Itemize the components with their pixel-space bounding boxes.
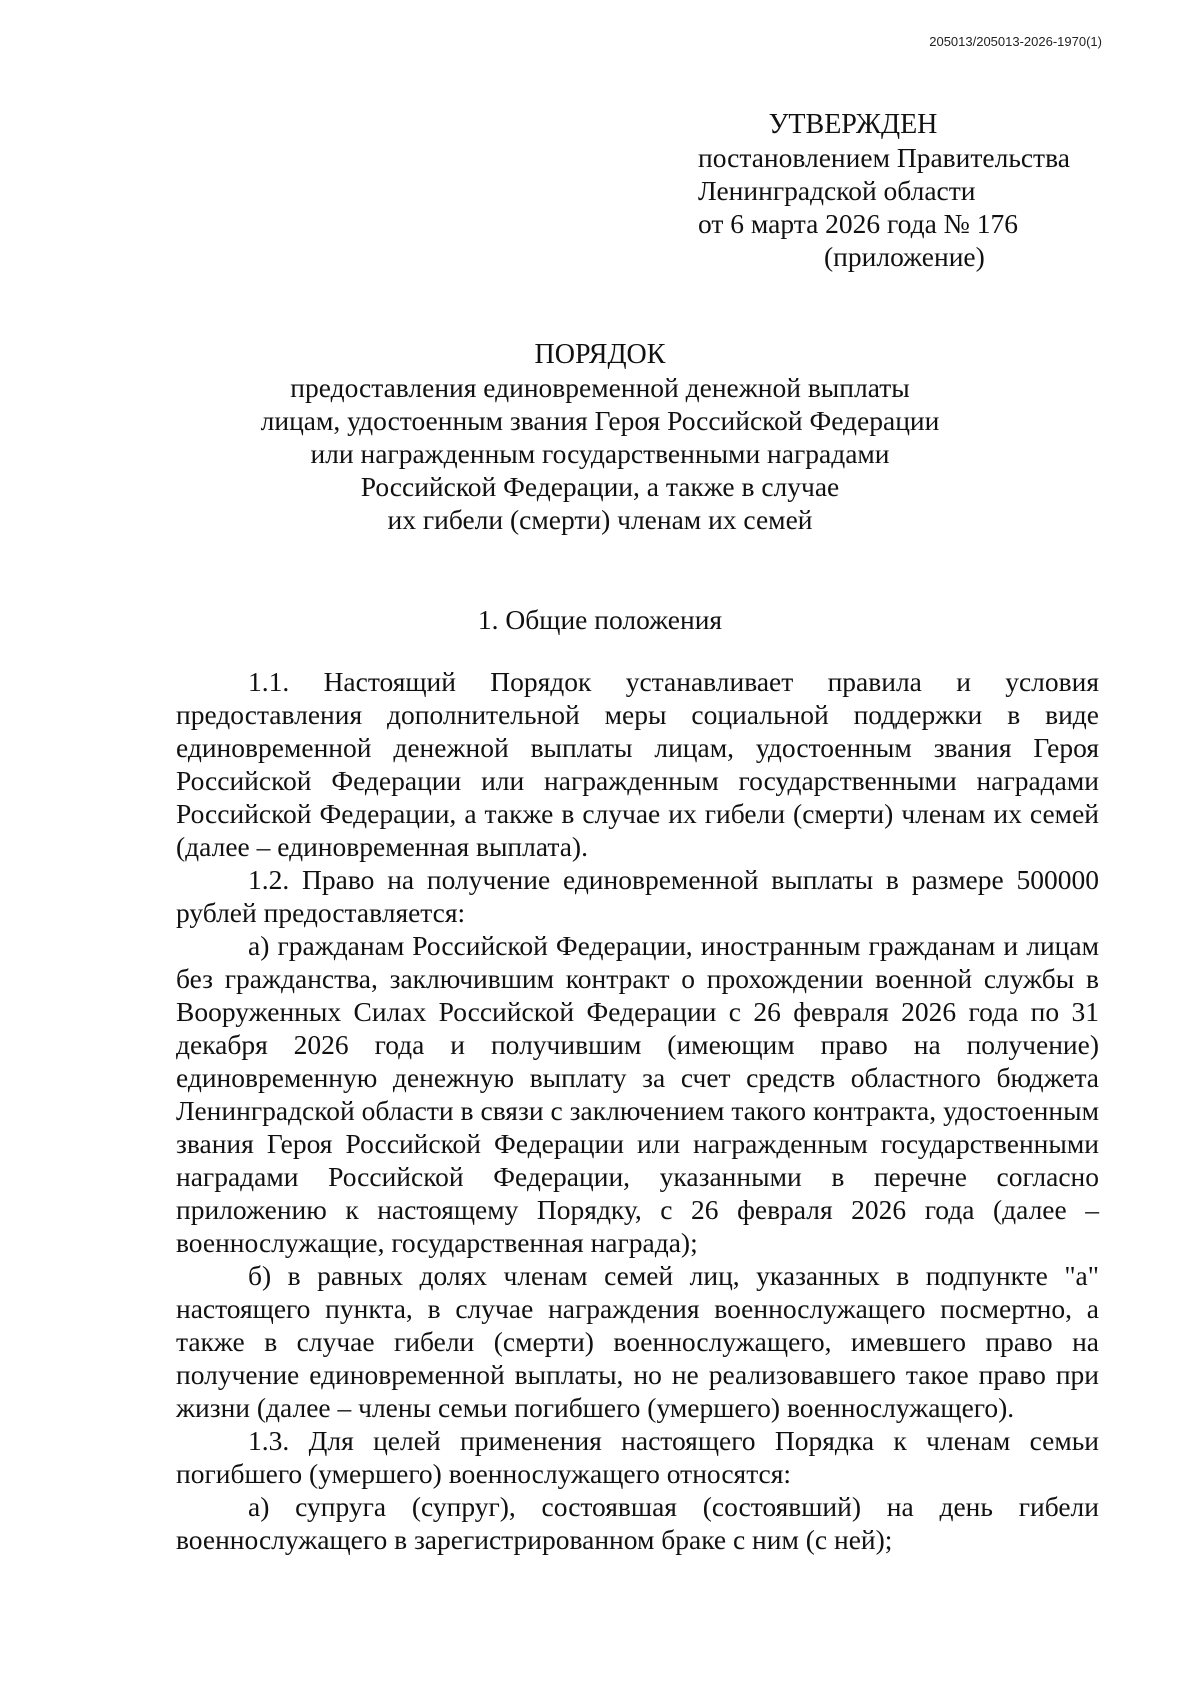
subparagraph-a: а) супруга (супруг), состоявшая (состоявший) на день гибели военнослужащего в зарегистрированном браке с ним (с ней); bbox=[176, 1491, 1099, 1555]
document-heading bbox=[0, 338, 1200, 536]
approval-line-1: постановлением Правительства bbox=[698, 142, 1070, 173]
heading-line: или награжденным государственными наградами bbox=[310, 438, 890, 469]
document-title: ПОРЯДОК bbox=[534, 339, 666, 370]
heading-line: предоставления единовременной денежной выплаты bbox=[290, 372, 910, 403]
approval-appendix: (приложение) bbox=[824, 241, 985, 272]
approval-line-3: от 6 марта 2026 года № 176 bbox=[698, 208, 1019, 239]
subparagraph-a: а) гражданам Российской Федерации, иностранным гражданам и лицам без гражданства, заключившим контракт о прохождении военной службы в Вооруженных Силах Российской Федерации с 26 февраля 2026 года по 31 декабря 2026 года и получившим (имеющим право на получение) единовременную денежную выплату за счет средств областного бюджета Ленинградской области в связи с заключением такого контракта, удостоенным звания Героя Российской Федерации или награжденным государственными наградами Российской Федерации, указанными в перечне согласно приложению к настоящему Порядку, с 26 февраля 2026 года (далее – военнослужащие, государственная награда); bbox=[176, 930, 1099, 1258]
document-body bbox=[176, 665, 1099, 1556]
paragraph-1-2: 1.2. Право на получение единовременной выплаты в размере 500000 рублей предоставляется: bbox=[176, 864, 1099, 928]
document-code: 205013/205013-2026-1970(1) bbox=[929, 34, 1102, 49]
subparagraph-b: б) в равных долях членам семей лиц, указанных в подпункте "а" настоящего пункта, в случае награждения военнослужащего посмертно, а также в случае гибели (смерти) военнослужащего, имевшего право на получение единовременной выплаты, но не реализовавшего такое право при жизни (далее – члены семьи погибшего (умершего) военнослужащего). bbox=[176, 1260, 1099, 1423]
paragraph-1-1: 1.1. Настоящий Порядок устанавливает правила и условия предоставления дополнительной меры социальной поддержки в виде единовременной денежной выплаты лицам, удостоенным звания Героя Российской Федерации или награжденным государственными наградами Российской Федерации, а также в случае их гибели (смерти) членам их семей (далее – единовременная выплата). bbox=[176, 666, 1099, 862]
heading-line: их гибели (смерти) членам их семей bbox=[387, 504, 813, 535]
heading-line: лицам, удостоенным звания Героя Российской Федерации bbox=[260, 405, 940, 436]
approval-title: УТВЕРЖДЕН bbox=[768, 109, 938, 140]
approval-line-2: Ленинградской области bbox=[698, 175, 976, 206]
approval-stamp bbox=[698, 108, 1070, 273]
paragraph-1-3: 1.3. Для целей применения настоящего Порядка к членам семьи погибшего (умершего) военнослужащего относятся: bbox=[176, 1425, 1099, 1489]
heading-line: Российской Федерации, а также в случае bbox=[360, 471, 840, 502]
section-title: 1. Общие положения bbox=[477, 604, 723, 635]
